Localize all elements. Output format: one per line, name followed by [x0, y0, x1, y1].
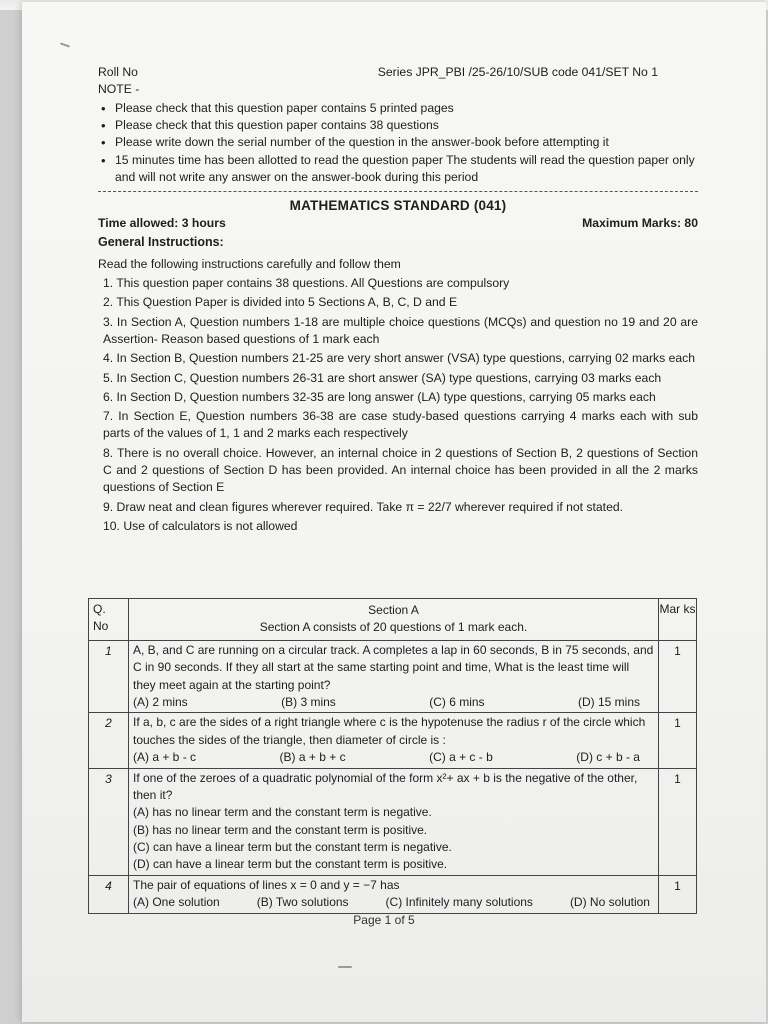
question-number: 3 — [89, 768, 129, 875]
section-description: Section A consists of 20 questions of 1 mark each. — [259, 620, 528, 635]
option-b: (B) Two solutions — [256, 895, 349, 910]
question-text: A, B, and C are running on a circular track. A completes a lap in 60 seconds, B in 75 seconds, and C in 90 seconds. If they all start at the same starting point and time, What is the least time will they meet again at the starting point? — [133, 642, 654, 692]
instruction-item: 3. In Section A, Question numbers 1-18 are multiple choice questions (MCQs) and question no 19 and 20 are Assertion- Reason based questions of 1 mark each — [103, 314, 698, 346]
option-c: (C) Infinitely many solutions — [385, 895, 533, 910]
instruction-item: 7. In Section E, Question numbers 36-38 are case study-based questions carrying 4 marks each with sub parts of the values of 1, 1 and 2 marks each respectively — [103, 409, 698, 441]
instruction-item: 8. There is no overall choice. However, an internal choice in 2 questions of Section B, 2 questions of Section C and 2 questions of Section D has been provided. An internal choice has been provided in all the 2 marks questions of Section E — [103, 445, 698, 495]
question-text: If one of the zeroes of a quadratic polynomial of the form x²+ ax + b is the negative of the other, then it? — [133, 770, 638, 802]
header-row — [98, 64, 698, 81]
table-header-row — [89, 599, 697, 641]
series-code: Series JPR_PBI /25-26/10/SUB code 041/SET No 1 — [377, 65, 658, 79]
question-body — [129, 875, 659, 913]
option-a: (A) One solution — [133, 895, 220, 910]
option-c: (C) a + c - b — [429, 750, 493, 765]
option-c: (C) 6 mins — [429, 694, 485, 709]
marks-column-header: Mar ks — [659, 599, 697, 641]
question-number: 2 — [89, 713, 129, 768]
paper-title: MATHEMATICS STANDARD (041) — [289, 198, 507, 214]
instruction-item: 5. In Section C, Question numbers 26-31 are short answer (SA) type questions, carrying 03 marks each — [103, 370, 662, 385]
note-list — [98, 100, 698, 187]
instruction-item: 1. This question paper contains 38 questions. All Questions are compulsory — [103, 275, 510, 290]
question-text: The pair of equations of lines x = 0 and y = −7 has — [133, 877, 400, 892]
time-marks-row — [98, 215, 698, 232]
read-instructions-line: Read the following instructions carefully and follow them — [98, 256, 401, 271]
options-row — [133, 694, 654, 711]
roll-no-label: Roll No — [98, 65, 138, 79]
note-item: • Please check that this question paper contains 38 questions — [98, 117, 698, 134]
option-a: (A) a + b - c — [133, 750, 197, 765]
page-footer: Page 1 of 5 — [353, 913, 415, 927]
question-marks: 1 — [659, 713, 697, 768]
option-d: (D) 15 mins — [577, 694, 640, 709]
instructions-list — [98, 256, 698, 536]
qno-column-header: Q. No — [89, 599, 129, 641]
question-body — [129, 768, 659, 875]
options-row — [133, 894, 654, 911]
question-row — [89, 640, 697, 713]
instruction-item: 4. In Section B, Question numbers 21-25 are very short answer (VSA) type questions, carrying 02 marks each — [103, 351, 696, 366]
instruction-item: 6. In Section D, Question numbers 32-35 are long answer (LA) type questions, carrying 05 marks each — [103, 389, 656, 404]
question-row — [89, 768, 697, 875]
instruction-item: 10. Use of calculators is not allowed — [103, 519, 298, 534]
smudge-mark — [338, 966, 352, 968]
question-text: If a, b, c are the sides of a right triangle where c is the hypotenuse the radius r of the circle which touches the sides of the triangle, then diameter of circle is : — [133, 715, 646, 747]
general-instructions-heading: General Instructions: — [98, 234, 224, 249]
option-b: (B) a + b + c — [279, 750, 346, 765]
maximum-marks: Maximum Marks: 80 — [582, 216, 698, 231]
question-number: 1 — [89, 640, 129, 713]
option-d: (D) c + b - a — [576, 750, 640, 765]
note-label: NOTE - — [98, 82, 140, 97]
option-b: (B) 3 mins — [281, 694, 336, 709]
option-b: (B) has no linear term and the constant term is positive. — [133, 822, 428, 837]
question-marks: 1 — [659, 640, 697, 713]
question-body — [129, 640, 659, 713]
option-c: (C) can have a linear term but the constant term is negative. — [133, 840, 452, 855]
note-item: • Please check that this question paper contains 5 printed pages — [98, 100, 698, 117]
questions-table — [88, 598, 697, 914]
question-marks: 1 — [659, 768, 697, 875]
option-d: (D) No solution — [569, 895, 650, 910]
question-number: 4 — [89, 875, 129, 913]
question-marks: 1 — [659, 875, 697, 913]
question-row — [89, 875, 697, 913]
question-body — [129, 713, 659, 768]
option-d: (D) can have a linear term but the constant term is positive. — [133, 857, 448, 872]
option-a: (A) has no linear term and the constant term is negative. — [133, 805, 432, 820]
options-row — [133, 749, 654, 766]
paper-header — [98, 64, 698, 537]
time-allowed: Time allowed: 3 hours — [98, 216, 226, 231]
note-item: • 15 minutes time has been allotted to read the question paper The students will read the question paper only and will not write any answer on the answer-book during this period — [98, 152, 698, 187]
instruction-item: 9. Draw neat and clean figures wherever required. Take π = 22/7 wherever required if not stated. — [103, 499, 624, 514]
dashed-divider — [98, 191, 698, 192]
option-a: (A) 2 mins — [133, 694, 188, 709]
instruction-item: 2. This Question Paper is divided into 5 Sections A, B, C, D and E — [103, 295, 458, 310]
note-item: • Please write down the serial number of the question in the answer-book before attempting it — [98, 134, 698, 151]
question-row — [89, 713, 697, 768]
section-heading — [129, 599, 659, 641]
section-title: Section A — [368, 603, 419, 617]
